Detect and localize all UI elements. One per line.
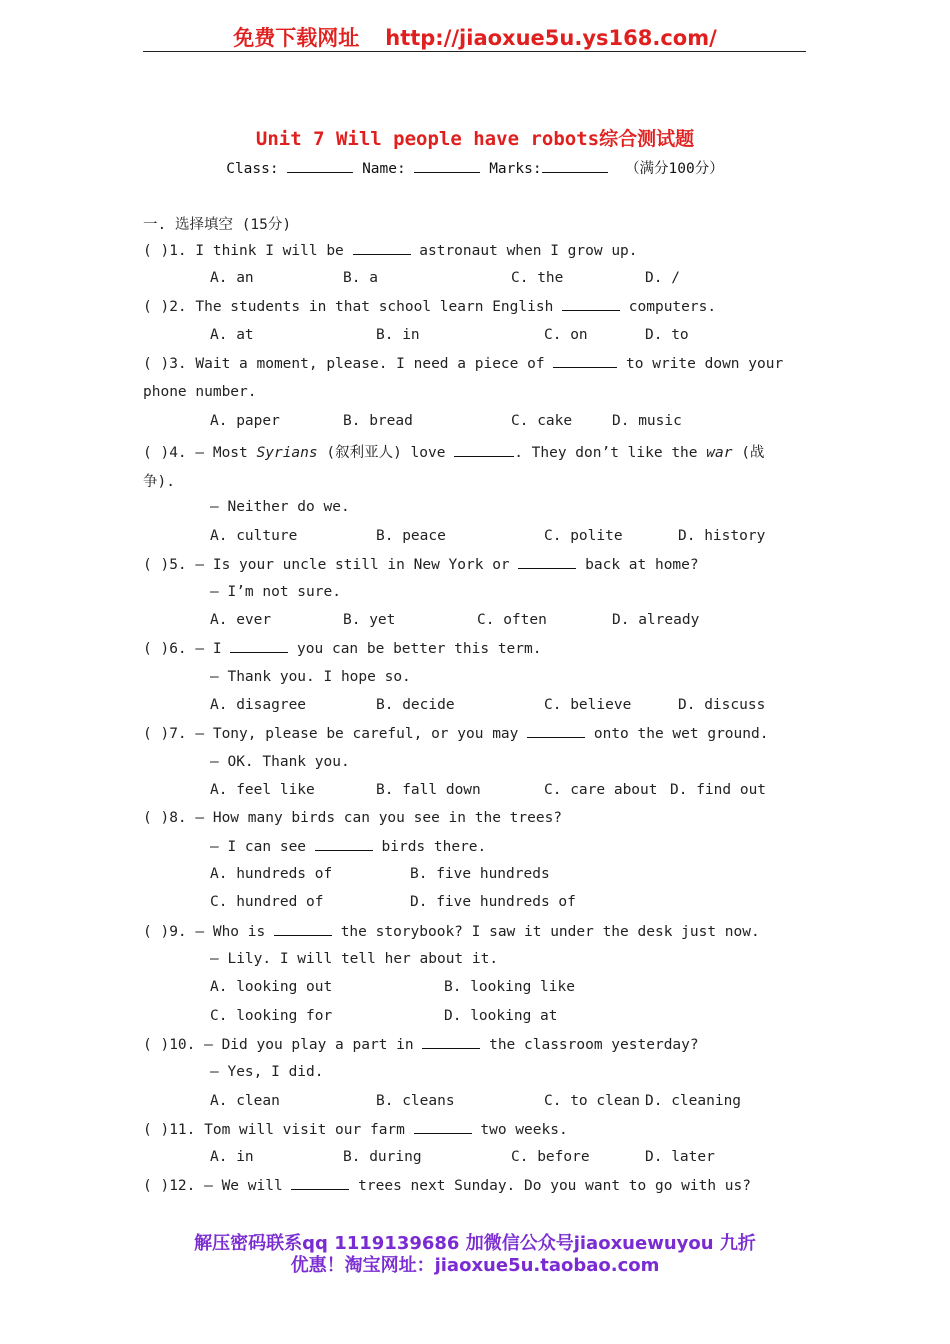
student-info-line	[0, 157, 950, 178]
answer-blank[interactable]	[518, 556, 576, 569]
option-b: B. looking like	[444, 979, 575, 995]
option-d: D. already	[612, 612, 700, 628]
question-6	[143, 640, 541, 657]
option-c: C. believe	[544, 697, 632, 713]
question-text: ( )2. The students in that school learn English	[143, 299, 554, 315]
option-d: D. cleaning	[645, 1093, 742, 1109]
option-b: B. decide	[376, 697, 455, 713]
option-a: A. looking out	[210, 979, 333, 995]
question-text: ( )1. I think I will be	[143, 243, 344, 259]
option-b: B. during	[343, 1149, 422, 1165]
full-marks: （满分100分）	[625, 161, 724, 177]
header-url-link[interactable]: http://jiaoxue5u.ys168.com/	[385, 26, 717, 50]
option-a: A. an	[210, 270, 254, 286]
option-b: B. bread	[343, 413, 413, 429]
option-c: C. polite	[544, 528, 623, 544]
dialogue-reply: — Lily. I will tell her about it.	[210, 951, 499, 967]
answer-blank[interactable]	[414, 1121, 472, 1134]
page-title: Unit 7 Will people have robots综合测试题	[255, 128, 695, 150]
option-d: D. discuss	[678, 697, 766, 713]
question-text: war	[706, 445, 733, 461]
question-text: . They don’t like the	[514, 445, 698, 461]
option-b: B. in	[376, 327, 420, 343]
question-12	[143, 1177, 751, 1194]
question-text: ( )12. — We will	[143, 1178, 283, 1194]
answer-blank[interactable]	[562, 298, 620, 311]
reply-text: — I can see	[210, 839, 307, 855]
header-divider	[143, 51, 806, 52]
question-text: ( )3. Wait a moment, please. I need a piece of	[143, 356, 545, 372]
option-d: D. five hundreds of	[410, 894, 576, 910]
option-a: A. feel like	[210, 782, 315, 798]
question-text: (叙利亚人) love	[326, 445, 446, 461]
dialogue-reply: — OK. Thank you.	[210, 754, 350, 770]
option-d: D. /	[645, 270, 680, 286]
option-c: C. cake	[511, 413, 573, 429]
option-c: C. the	[511, 270, 564, 286]
question-10	[143, 1036, 699, 1053]
option-b: B. cleans	[376, 1093, 455, 1109]
answer-blank[interactable]	[291, 1177, 349, 1190]
question-text: the storybook? I saw it under the desk just now.	[340, 924, 760, 940]
option-c: C. hundred of	[210, 894, 324, 910]
question-9	[143, 923, 760, 940]
question-text: Syrians	[256, 445, 318, 461]
answer-blank[interactable]	[527, 725, 585, 738]
option-c: C. on	[544, 327, 588, 343]
option-d: D. later	[645, 1149, 715, 1165]
question-text: ( )6. — I	[143, 641, 222, 657]
dialogue-reply	[210, 838, 486, 855]
dialogue-reply: — I’m not sure.	[210, 584, 341, 600]
section-heading: 一. 选择填空 (15分)	[143, 217, 292, 233]
answer-blank[interactable]	[353, 242, 411, 255]
question-11	[143, 1121, 568, 1138]
question-3	[143, 355, 783, 372]
option-a: A. hundreds of	[210, 866, 333, 882]
option-b: B. five hundreds	[410, 866, 550, 882]
question-text: astronaut when I grow up.	[419, 243, 638, 259]
option-a: A. ever	[210, 612, 272, 628]
option-a: A. paper	[210, 413, 280, 429]
question-text: the classroom yesterday?	[489, 1037, 699, 1053]
question-4	[143, 441, 764, 462]
question-2	[143, 298, 716, 315]
question-text: ( )5. — Is your uncle still in New York or	[143, 557, 510, 573]
question-text: ( )4. — Most	[143, 445, 248, 461]
answer-blank[interactable]	[315, 838, 373, 851]
question-text: ( )10. — Did you play a part in	[143, 1037, 414, 1053]
footer-contact: 解压密码联系qq 1119139686 加微信公众号jiaoxuewuyou 九折	[194, 1233, 756, 1254]
answer-blank[interactable]	[454, 444, 514, 457]
question-text: onto the wet ground.	[593, 726, 769, 742]
option-b: B. a	[343, 270, 378, 286]
question-text-continued: phone number.	[143, 384, 257, 400]
site-header	[0, 22, 950, 52]
option-a: A. disagree	[210, 697, 307, 713]
question-text: (战	[741, 445, 765, 461]
option-d: D. music	[612, 413, 682, 429]
name-label: Name:	[362, 161, 406, 177]
option-d: D. to	[645, 327, 689, 343]
question-1	[143, 242, 638, 259]
option-c: C. to clean	[544, 1093, 641, 1109]
dialogue-reply: — Neither do we.	[210, 499, 350, 515]
footer-shop-link[interactable]: 优惠！淘宝网址：jiaoxue5u.taobao.com	[290, 1255, 660, 1276]
reply-text: birds there.	[381, 839, 487, 855]
option-c: C. looking for	[210, 1008, 333, 1024]
name-field[interactable]	[414, 160, 480, 173]
question-text: computers.	[628, 299, 717, 315]
question-text: ( )9. — Who is	[143, 924, 266, 940]
question-text: ( )11. Tom will visit our farm	[143, 1122, 405, 1138]
option-d: D. history	[678, 528, 766, 544]
marks-label: Marks:	[489, 161, 542, 177]
answer-blank[interactable]	[274, 923, 332, 936]
question-text: you can be better this term.	[297, 641, 542, 657]
question-7	[143, 725, 768, 742]
option-a: A. at	[210, 327, 254, 343]
option-c: C. often	[477, 612, 547, 628]
option-d: D. looking at	[444, 1008, 558, 1024]
option-a: A. clean	[210, 1093, 280, 1109]
option-b: B. fall down	[376, 782, 481, 798]
answer-blank[interactable]	[553, 355, 617, 368]
option-d: D. find out	[670, 782, 767, 798]
marks-field[interactable]	[542, 160, 608, 173]
option-c: C. care about	[544, 782, 658, 798]
question-text: back at home?	[585, 557, 699, 573]
answer-blank[interactable]	[230, 640, 288, 653]
class-field[interactable]	[287, 160, 353, 173]
option-a: A. in	[210, 1149, 254, 1165]
question-text-continued: 争).	[143, 474, 175, 490]
option-c: C. before	[511, 1149, 590, 1165]
question-8: ( )8. — How many birds can you see in the trees?	[143, 810, 563, 826]
question-text: to write down your	[626, 356, 784, 372]
question-5	[143, 556, 699, 573]
option-b: B. yet	[343, 612, 396, 628]
question-text: ( )7. — Tony, please be careful, or you may	[143, 726, 519, 742]
question-text: trees next Sunday. Do you want to go with us?	[358, 1178, 751, 1194]
option-b: B. peace	[376, 528, 446, 544]
answer-blank[interactable]	[422, 1036, 480, 1049]
option-a: A. culture	[210, 528, 298, 544]
dialogue-reply: — Yes, I did.	[210, 1064, 324, 1080]
header-label: 免费下载网址	[233, 26, 360, 50]
question-text: two weeks.	[480, 1122, 568, 1138]
class-label: Class:	[226, 161, 279, 177]
dialogue-reply: — Thank you. I hope so.	[210, 669, 411, 685]
